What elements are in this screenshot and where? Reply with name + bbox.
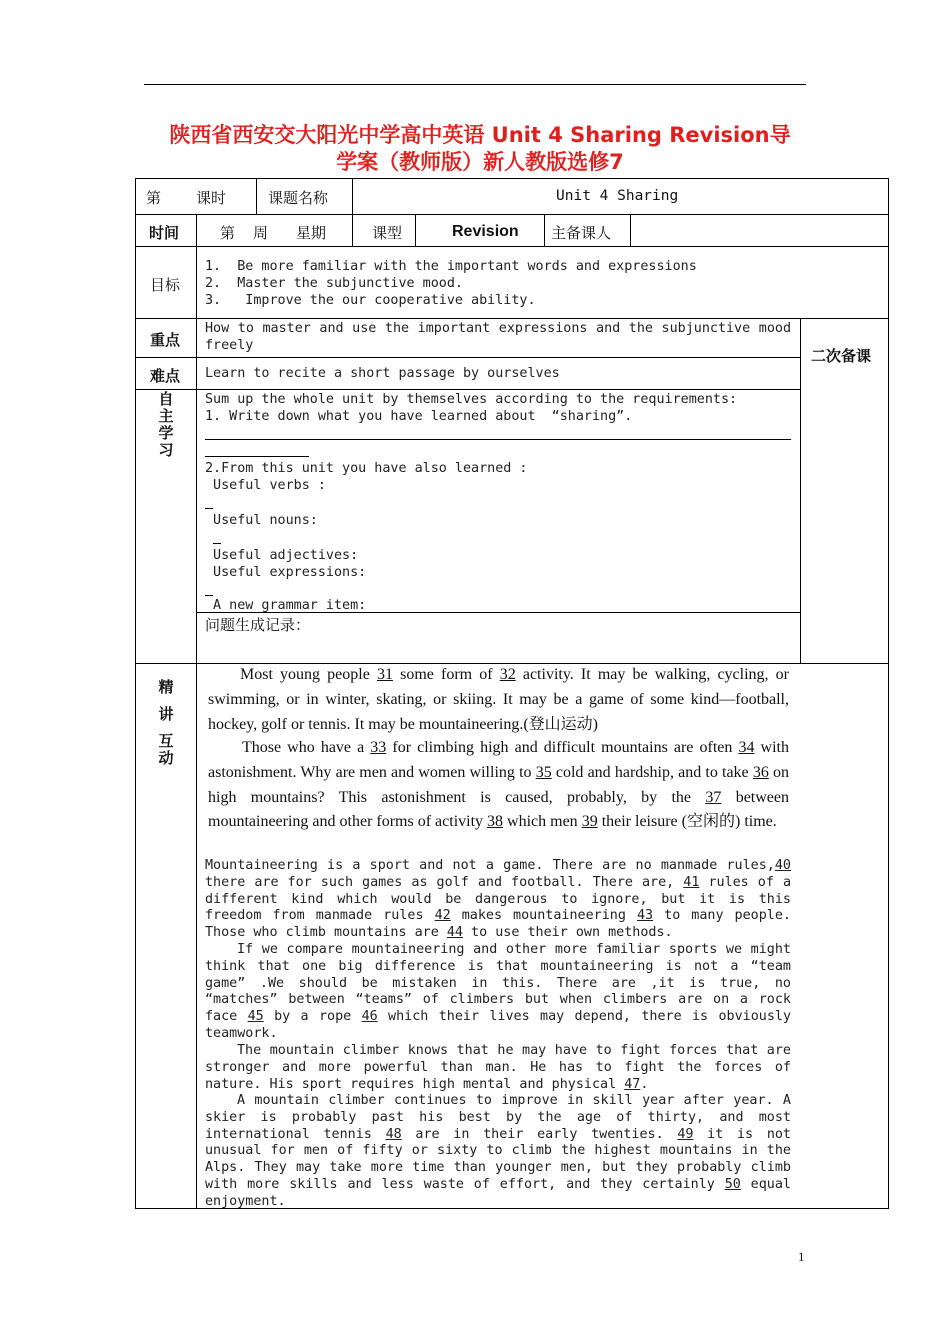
topic-label: 课题名称 — [268, 189, 329, 207]
passage-text: are in their early twenties. — [401, 1126, 678, 1142]
blank-46: 46 — [361, 1009, 378, 1025]
keypoint-label: 重点 — [150, 331, 181, 349]
difficulty-text: Learn to recite a short passage by ourselves — [205, 366, 560, 381]
blank-49: 49 — [677, 1126, 694, 1142]
blank-50: 50 — [724, 1176, 741, 1192]
useful-verbs: Useful verbs : — [205, 478, 326, 493]
intensive-char: 精 — [158, 678, 174, 696]
passage-text: Most young people — [240, 666, 377, 683]
row-divider — [135, 389, 800, 390]
intensive-char: 互 — [158, 732, 174, 750]
self-study-char: 自 — [158, 390, 174, 408]
blank-40: 40 — [774, 858, 791, 873]
passage-paragraph-6 — [205, 1093, 791, 1211]
row-divider — [135, 318, 889, 319]
passage-text: on high mountains? This astonishment is caused, probably, by the — [208, 763, 790, 806]
passage-text: A mountain climber continues to improve in skill year after year. A skier is probably past his best by the age of thirty, and most international tennis — [205, 1093, 791, 1142]
passage-paragraph-1 — [208, 663, 789, 737]
passage-text: which men — [503, 813, 582, 831]
answer-line — [205, 595, 213, 596]
passage-text: with astonishment. Why are men and women willing to — [208, 739, 789, 781]
self-study-char: 主 — [158, 407, 174, 425]
col-divider — [630, 214, 631, 246]
type-label: 课型 — [372, 224, 403, 242]
passage-text: activity. It may be walking, cycling, or swimming, or in winter, skating, or skiing. It may be a game of some kind—football, hockey, golf or tennis. It may be mountaineering.(登山运动) — [208, 666, 790, 733]
time-label: 时间 — [149, 224, 180, 242]
blank-39: 39 — [581, 813, 598, 831]
self-study-label — [156, 391, 176, 459]
col-divider — [196, 214, 197, 1209]
page-number: 1 — [798, 1249, 805, 1264]
passage-paragraph-5 — [205, 1043, 791, 1093]
goal-item: 3. Improve the our cooperative ability. — [205, 293, 536, 308]
useful-expressions: Useful expressions: — [205, 565, 367, 580]
passage-text: by a rope — [263, 1009, 362, 1025]
intensive-label — [156, 674, 176, 767]
answer-line — [205, 508, 213, 509]
topic-value: Unit 4 Sharing — [556, 188, 679, 204]
row-divider — [135, 357, 800, 358]
answer-line — [205, 456, 309, 457]
col-divider — [800, 318, 801, 663]
passage-text: some form of — [392, 666, 500, 683]
passage-text: Mountaineering is a sport and not a game. There are no manmade rules, — [205, 858, 775, 873]
page-title — [130, 122, 830, 176]
blank-34: 34 — [738, 739, 755, 756]
col-divider — [256, 178, 257, 214]
passage-text: The mountain climber knows that he may have to fight forces that are stronger and more powerful than man. He has to fight the forces of nature. His sport requires high mental and physical — [205, 1043, 791, 1092]
blank-41: 41 — [683, 874, 700, 890]
passage-text: there are for such games as golf and football. There are, — [205, 874, 684, 890]
passage-text: Those who have a — [242, 739, 371, 756]
period-label-b: 课时 — [196, 189, 227, 207]
title-line-2: 学案（教师版）新人教版选修7 — [336, 150, 624, 174]
col-divider — [544, 214, 545, 246]
passage-paragraph-2 — [208, 736, 789, 835]
col-divider — [352, 178, 353, 246]
goal-item: 1. Be more familiar with the important words and expressions — [205, 259, 697, 274]
self-study-q2: 2.From this unit you have also learned : — [205, 461, 528, 476]
passage-text: which their lives may depend, there is obviously teamwork. — [205, 1009, 792, 1041]
useful-nouns: Useful nouns: — [205, 513, 318, 528]
blank-43: 43 — [636, 908, 654, 924]
self-study-intro: Sum up the whole unit by themselves according to the requirements: — [205, 392, 738, 407]
intensive-char: 讲 — [158, 705, 174, 723]
row-divider — [135, 246, 889, 247]
title-line-1: 陕西省西安交大阳光中学高中英语 Unit 4 Sharing Revision导 — [169, 123, 791, 147]
grammar-item: A new grammar item: — [205, 598, 367, 613]
answer-line — [205, 439, 791, 440]
row-divider — [135, 214, 889, 215]
passage-text: for climbing high and difficult mountains are often — [386, 739, 739, 756]
type-value: Revision — [452, 223, 519, 240]
difficulty-label: 难点 — [150, 367, 181, 385]
blank-31: 31 — [376, 666, 393, 683]
blank-36: 36 — [752, 763, 769, 781]
blank-35: 35 — [535, 763, 552, 781]
teacher-label: 主备课人 — [551, 224, 612, 242]
week-label-a: 第 — [220, 224, 236, 242]
passage-text: between mountaineering and other forms of activity — [208, 788, 789, 831]
blank-33: 33 — [370, 739, 387, 756]
blank-37: 37 — [705, 788, 722, 806]
header-rule — [144, 84, 806, 85]
passage-text: makes mountaineering — [450, 908, 637, 924]
useful-adjectives: Useful adjectives: — [205, 548, 359, 563]
passage-text: it is not unusual for men of fifty or sixty to climb the highest mountains in the Alps. They may take more time than younger men, but they probably climb with more skills and less waste of effort, and they certainly — [205, 1126, 791, 1192]
second-prep-label: 二次备课 — [811, 347, 872, 365]
blank-42: 42 — [434, 908, 451, 924]
period-label-a: 第 — [146, 189, 162, 207]
blank-45: 45 — [247, 1009, 264, 1025]
goals-label: 目标 — [150, 276, 181, 294]
passage-text: cold and hardship, and to take — [551, 763, 753, 781]
answer-line — [213, 543, 221, 544]
col-divider — [415, 214, 416, 246]
blank-32: 32 — [499, 666, 516, 683]
week-label-b: 周 — [253, 224, 269, 242]
passage-text: to many people. Those who climb mountains are — [205, 908, 791, 941]
passage-text: If we compare mountaineering and other more familiar sports we might think that one big difference is that mountaineering is not a “team game” .We should be mistaken in this. There are ,it is true, no “matches” between “teams” of climbers but when climbers are on a rock face — [205, 942, 791, 1025]
passage-text: equal enjoyment. — [205, 1176, 791, 1209]
self-study-char: 学 — [158, 424, 174, 442]
passage-text: their leisure (空闲的) time. — [597, 813, 777, 831]
passage-paragraph-4 — [205, 942, 791, 1043]
passage-paragraph-3 — [205, 858, 791, 942]
blank-47: 47 — [624, 1076, 641, 1092]
self-study-char: 习 — [158, 441, 174, 459]
goal-item: 2. Master the subjunctive mood. — [205, 276, 463, 291]
blank-44: 44 — [446, 925, 463, 941]
keypoint-text: How to master and use the important expressions and the subjunctive mood freely — [205, 321, 791, 353]
passage-text: . — [640, 1076, 649, 1092]
passage-text: to use their own methods. — [462, 925, 673, 941]
question-record-label: 问题生成记录： — [205, 616, 311, 634]
self-study-q1: 1. Write down what you have learned about “sharing”. — [205, 409, 633, 424]
blank-38: 38 — [487, 813, 504, 831]
weekday-label: 星期 — [296, 224, 327, 242]
passage-text: rules of a different kind which would be dangerous to ignore, but it is this freedom from manmade rules — [205, 874, 791, 924]
intensive-char: 动 — [158, 749, 174, 767]
blank-48: 48 — [385, 1126, 402, 1142]
